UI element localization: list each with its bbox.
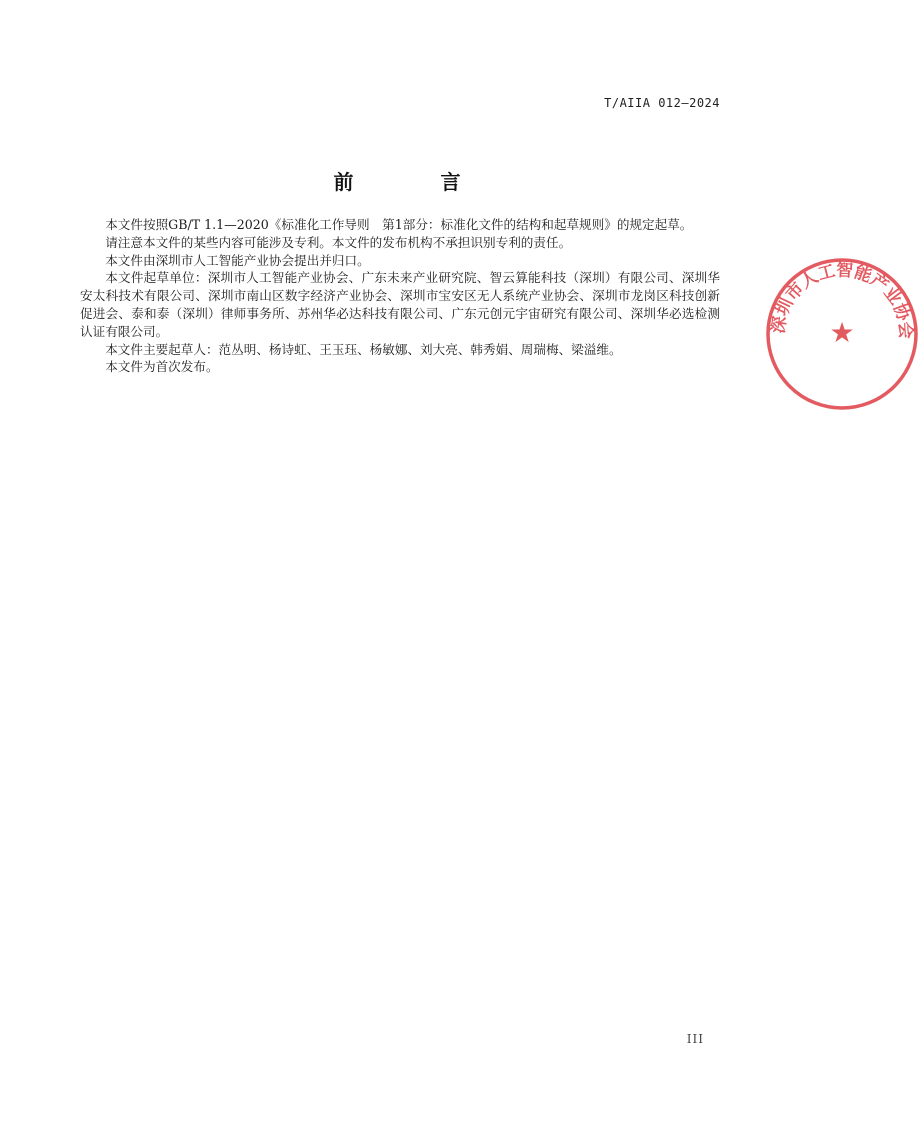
paragraph-drafters: 本文件主要起草人：范丛明、杨诗虹、王玉珏、杨敏娜、刘大亮、韩秀娟、周瑞梅、梁溢维。 (105, 341, 622, 357)
seal-text: 深圳市人工智能产业协会 (768, 260, 916, 340)
star-icon: ★ (829, 316, 855, 349)
foreword-body (80, 216, 720, 376)
paragraph-first-release: 本文件为首次发布。 (105, 359, 219, 375)
page-number: III (686, 1032, 704, 1046)
official-seal-stamp (762, 254, 922, 414)
paragraph-proposer: 本文件由深圳市人工智能产业协会提出并归口。 (105, 252, 370, 268)
paragraph-drafting-units: 本文件起草单位：深圳市人工智能产业协会、广东未来产业研究院、智云算能科技（深圳）有限公司、深圳华安太科技术有限公司、深圳市南山区数字经济产业协会、深圳市宝安区无人系统产业协会、深圳市龙岗区科技创新促进会、泰和泰（深圳）律师事务所、苏州华必达科技有限公司、广东元创元宇宙研究有限公司、深圳华必选检测认证有限公司。 (80, 270, 720, 339)
page-title: 前 言 (333, 170, 501, 194)
document-code: T/AIIA 012—2024 (604, 96, 720, 110)
paragraph-drafting-rules: 本文件按照GB/T 1.1—2020《标准化工作导则 第1部分：标准化文件的结构和起草规则》的规定起草。 (105, 217, 693, 232)
paragraph-patent-notice: 请注意本文件的某些内容可能涉及专利。本文件的发布机构不承担识别专利的责任。 (105, 234, 572, 250)
